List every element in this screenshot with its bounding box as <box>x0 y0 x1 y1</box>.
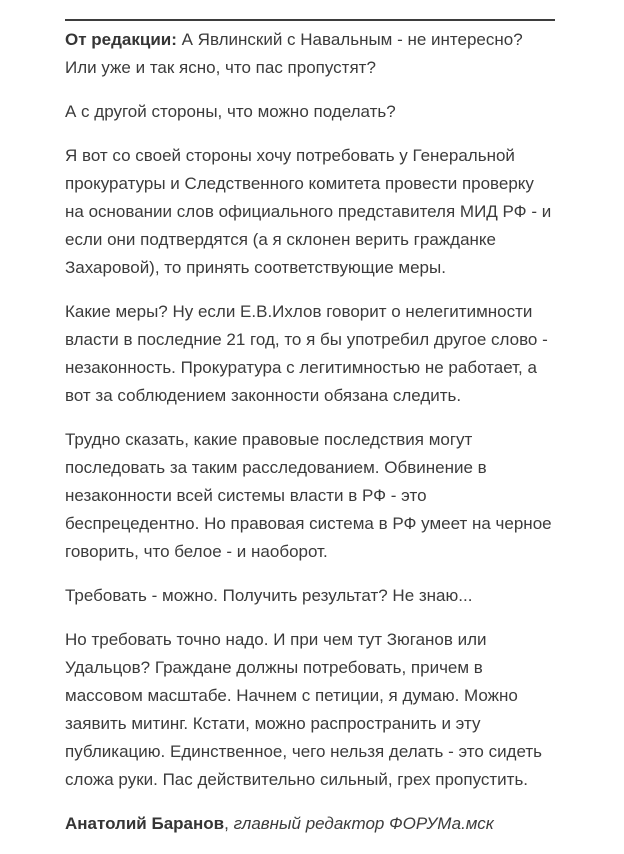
signature-author: Анатолий Баранов <box>65 814 225 833</box>
top-divider <box>65 19 555 21</box>
signature-role: главный редактор ФОРУМа.мск <box>233 814 494 833</box>
paragraph: Но требовать точно надо. И при чем тут Зюганов или Удальцов? Граждане должны потребовать, причем в массовом масштабе. Начнем с петиции, я думаю. Можно заявить митинг. Кстати, можно распространить и эту публикацию. Единственное, чего нельзя делать - это сидеть сложа руки. Пас действительно сильный, грех пропустить. <box>65 630 543 789</box>
paragraph: А с другой стороны, что можно поделать? <box>65 102 396 121</box>
signature-line <box>65 810 555 838</box>
paragraph-editorial-lead <box>65 26 555 82</box>
paragraph: Какие меры? Ну если Е.В.Ихлов говорит о нелегитимности власти в последние 21 год, то я бы употребил другое слово - незаконность. Прокуратура с легитимностью не работает, а вот за соблюдением законности обязана следить. <box>65 302 548 405</box>
paragraph-text: А Явлинский с Навальным - не интересно? Или уже и так ясно, что пас пропустят? <box>65 30 523 77</box>
editorial-lead-label: От редакции: <box>65 30 177 49</box>
paragraph: Я вот со своей стороны хочу потребовать у Генеральной прокуратуры и Следственного комитета провести проверку на основании слов официального представителя МИД РФ - и если они подтвердятся (а я склонен верить гражданке Захаровой), то принять соответствующие меры. <box>65 146 552 277</box>
paragraph: Требовать - можно. Получить результат? Не знаю... <box>65 586 473 605</box>
signature-separator: , <box>224 814 234 833</box>
paragraph: Трудно сказать, какие правовые последствия могут последовать за таким расследованием. Обвинение в незаконности всей системы власти в РФ - это беспрецедентно. Но правовая система в РФ умеет на черное говорить, что белое - и наоборот. <box>65 430 552 561</box>
